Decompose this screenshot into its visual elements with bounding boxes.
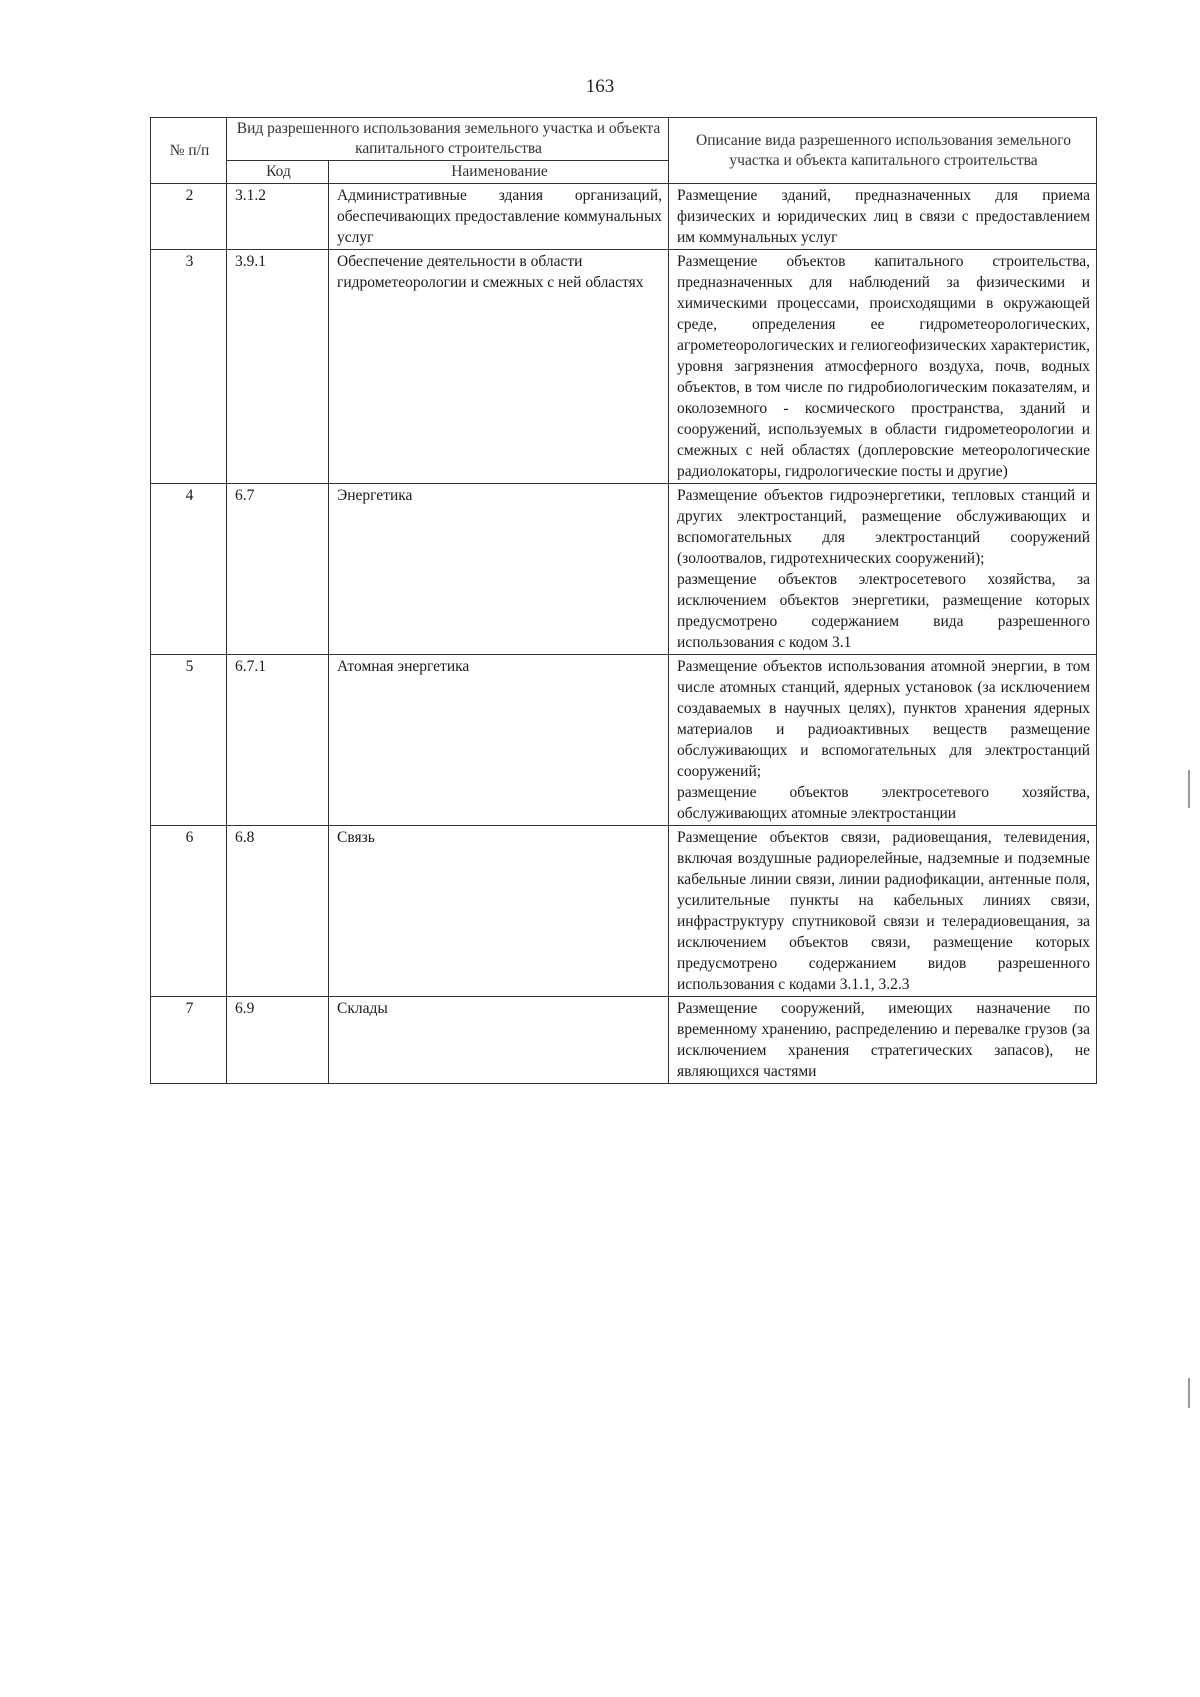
row-description bbox=[669, 997, 1097, 1084]
row-num: 5 bbox=[151, 655, 227, 826]
row-code: 3.1.2 bbox=[227, 184, 329, 250]
row-num: 2 bbox=[151, 184, 227, 250]
description-paragraph: Размещение объектов гидроэнергетики, тепловых станций и других электростанций, размещение обслуживающих и вспомогательных для электростанций сооружений (золоотвалов, гидротехнических сооружений); bbox=[677, 487, 1091, 567]
row-code: 6.9 bbox=[227, 997, 329, 1084]
row-name: Обеспечение деятельности в области гидрометеорологии и смежных с ней областях bbox=[329, 250, 669, 484]
row-num: 4 bbox=[151, 484, 227, 655]
row-num: 6 bbox=[151, 826, 227, 997]
scan-edge-mark bbox=[1188, 1378, 1190, 1408]
description-paragraph: Размещение зданий, предназначенных для приема физических и юридических лиц в связи с предоставлением им коммунальных услуг bbox=[677, 187, 1091, 246]
header-name: Наименование bbox=[329, 161, 669, 184]
page-number: 163 bbox=[585, 76, 615, 97]
row-num: 7 bbox=[151, 997, 227, 1084]
row-num: 3 bbox=[151, 250, 227, 484]
row-name: Энергетика bbox=[329, 484, 669, 655]
row-code: 6.8 bbox=[227, 826, 329, 997]
header-num: № п/п bbox=[151, 118, 227, 184]
scan-edge-mark bbox=[1188, 770, 1190, 808]
table-row bbox=[151, 484, 1097, 655]
row-name: Атомная энергетика bbox=[329, 655, 669, 826]
description-paragraph: Размещение сооружений, имеющих назначение по временному хранению, распределению и перевалке грузов (за исключением хранения стратегических запасов), не являющихся частями bbox=[677, 1000, 1091, 1080]
table-row bbox=[151, 997, 1097, 1084]
table-row bbox=[151, 250, 1097, 484]
row-name: Склады bbox=[329, 997, 669, 1084]
table-row bbox=[151, 184, 1097, 250]
row-description bbox=[669, 184, 1097, 250]
table-body bbox=[151, 184, 1097, 1084]
land-use-table bbox=[150, 117, 1097, 1084]
row-name: Связь bbox=[329, 826, 669, 997]
table-row bbox=[151, 655, 1097, 826]
table-row bbox=[151, 826, 1097, 997]
header-code: Код bbox=[227, 161, 329, 184]
row-code: 3.9.1 bbox=[227, 250, 329, 484]
description-paragraph: размещение объектов электросетевого хозяйства, обслуживающих атомные электростанции bbox=[677, 784, 1091, 822]
row-description bbox=[669, 250, 1097, 484]
description-paragraph: Размещение объектов связи, радиовещания, телевидения, включая воздушные радиорелейные, надземные и подземные кабельные линии связи, линии радиофикации, антенные поля, усилительные пункты на кабельных линиях связи, инфраструктуру спутниковой связи и телерадиовещания, за исключением объектов связи, размещение которых предусмотрено содержанием видов разрешенного использования с кодами 3.1.1, 3.2.3 bbox=[677, 829, 1091, 993]
description-paragraph: размещение объектов электросетевого хозяйства, за исключением объектов энергетики, размещение которых предусмотрено содержанием вида разрешенного использования с кодом 3.1 bbox=[677, 571, 1091, 651]
header-description: Описание вида разрешенного использования земельного участка и объекта капитального строительства bbox=[669, 118, 1097, 184]
description-paragraph: Размещение объектов использования атомной энергии, в том числе атомных станций, ядерных установок (за исключением создаваемых в научных целях), пунктов хранения ядерных материалов и радиоактивных веществ размещение обслуживающих и вспомогательных для электростанций сооружений; bbox=[677, 658, 1091, 780]
row-name: Административные здания организаций, обеспечивающих предоставление коммунальных услуг bbox=[329, 184, 669, 250]
description-paragraph: Размещение объектов капитального строительства, предназначенных для наблюдений за физическими и химическими процессами, происходящими в окружающей среде, определения ее гидрометеорологических, агрометеорологических и гелиогеофизических характеристик, уровня загрязнения атмосферного воздуха, почв, водных объектов, в том числе по гидробиологическим показателям, и околоземного - космического пространства, зданий и сооружений, используемых в области гидрометеорологии и смежных с ней областях (доплеровские метеорологические радиолокаторы, гидрологические посты и другие) bbox=[677, 253, 1091, 480]
row-code: 6.7 bbox=[227, 484, 329, 655]
table-header bbox=[151, 118, 1097, 184]
header-group: Вид разрешенного использования земельного участка и объекта капитального строительства bbox=[227, 118, 669, 161]
row-description bbox=[669, 484, 1097, 655]
row-description bbox=[669, 655, 1097, 826]
row-description bbox=[669, 826, 1097, 997]
row-code: 6.7.1 bbox=[227, 655, 329, 826]
